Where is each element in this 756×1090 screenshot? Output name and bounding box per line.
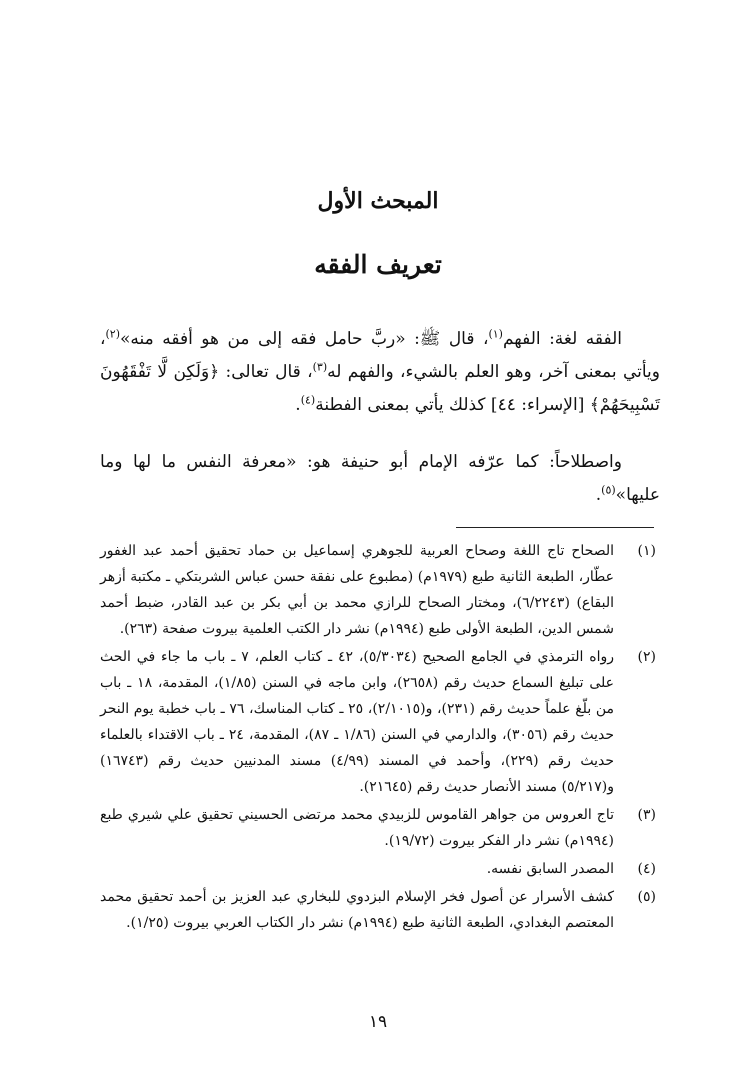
p2-text-2: . [595,485,602,505]
footnote-number: (١) [637,543,656,559]
footnote-text: تاج العروس من جواهر القاموس للزبيدي محمد مرتضى الحسيني تحقيق علي شيري طبع (١٩٩٤م) نشر دار الفكر بيروت (١٩/٧٢). [100,807,614,849]
footnote-5 [100,884,656,936]
paragraph-linguistic-definition [100,323,660,422]
chapter-title: تعريف الفقه [314,250,442,279]
footnote-text: رواه الترمذي في الجامع الصحيح (٥/٣٠٣٤)، ٤٢ ـ كتاب العلم، ٧ ـ باب ما جاء في الحث على تبليغ السماع حديث رقم (٢٦٥٨)، وابن ماجه في السنن (١/٨٥)، المقدمة، ١٨ ـ باب من بلّغ علماً حديث رقم (٢٣١)، و(٢/١٠١٥)، ٢٥ ـ كتاب المناسك، ٧٦ ـ باب خطبة يوم النحر حديث رقم (٣٠٥٦)، والدارمي في السنن (١/٨٦ ـ ٨٧)، المقدمة، ٢٤ ـ باب الاقتداء بالعلماء حديث رقم (٢٢٩)، وأحمد في المسند (٤/٩٩) مسند المدنيين حديث رقم (١٦٧٤٣) و(٥/٢١٧) مسند الأنصار حديث رقم (٢١٦٤٥). [100,649,614,795]
footnotes [100,538,656,938]
footnote-number: (٥) [637,889,656,905]
p2-text-1: واصطلاحاً: كما عرّفه الإمام أبو حنيفة هو: «معرفة النفس ما لها وما عليها» [100,452,660,505]
paragraph-technical-definition [100,446,660,512]
p1-text-4: ، قال تعالى: ﴿وَلَكِن لَّا تَفْقَهُونَ تَسْبِيحَهُمْ﴾ [الإسراء: ٤٤] كذلك يأتي بمعنى الفطنة [100,362,660,415]
footnote-number: (٢) [637,649,656,665]
footnote-ref-4: (٤) [300,393,316,407]
footnote-2 [100,644,656,800]
footnote-ref-3: (٣) [312,360,328,374]
page-number: ١٩ [368,1012,388,1032]
p1-text-5: . [295,395,301,415]
footnote-ref-1: (١) [488,327,503,341]
footnote-4 [100,856,656,882]
footnote-number: (٤) [637,861,656,877]
section-title: المبحث الأول [317,188,439,214]
p1-text-1: الفقه لغة: الفهم [502,329,622,349]
footnote-text: الصحاح تاج اللغة وصحاح العربية للجوهري إسماعيل بن حماد تحقيق أحمد عبد الغفور عطّار، الطبعة الثانية طبع (١٩٧٩م) (مطبوع على نفقة حسن عباس الشربتكي ـ مكتبة أزهر البقاع) (٦/٢٢٤٣)، ومختار الصحاح للرازي محمد بن أبي بكر بن عبد القادر، ضبط أحمد شمس الدين، الطبعة الأولى طبع (١٩٩٤م) نشر دار الكتب العلمية بيروت صفحة (٢٦٣). [100,543,614,637]
footnote-text: المصدر السابق نفسه. [486,861,614,877]
footnote-ref-5: (٥) [601,483,616,497]
footnote-3 [100,802,656,854]
footnote-text: كشف الأسرار عن أصول فخر الإسلام البزدوي للبخاري عبد العزيز بن أحمد تحقيق محمد المعتصم البغدادي، الطبعة الثانية طبع (١٩٩٤م) نشر دار الكتاب العربي بيروت (١/٢٥). [100,889,614,931]
p1-text-2: ، قال ﷺ: «ربَّ حامل فقه إلى من هو أفقه منه» [120,329,489,349]
footnote-1 [100,538,656,642]
footnote-separator [456,527,654,528]
footnote-ref-2: (٢) [105,327,121,341]
footnote-number: (٣) [637,807,656,823]
p1-text-3: ، ويأتي بمعنى آخر، وهو العلم بالشيء، والفهم له [100,329,661,382]
